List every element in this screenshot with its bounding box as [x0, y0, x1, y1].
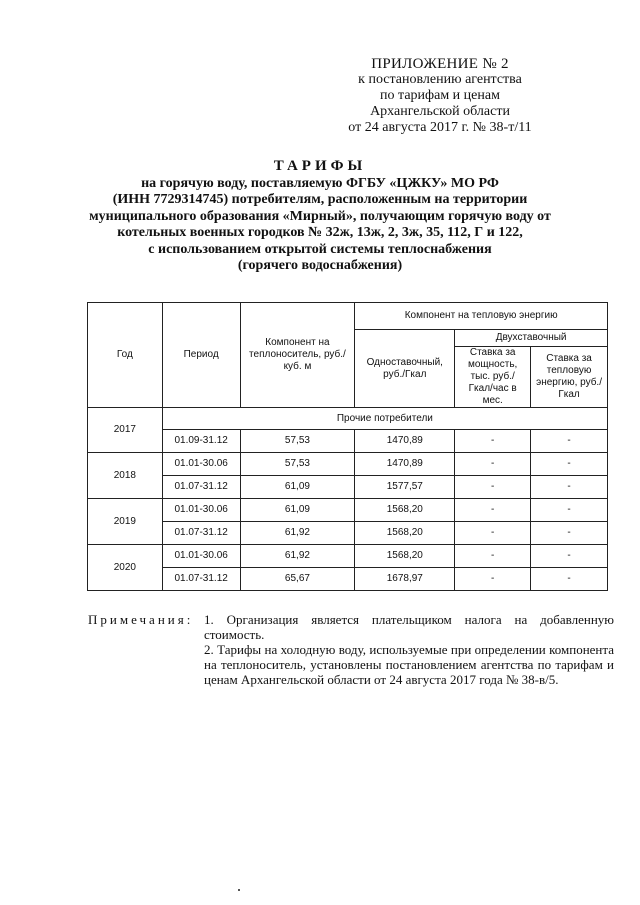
one-rate-cell: 1568,20: [355, 499, 455, 522]
header-two-rate: Двухставочный: [455, 330, 608, 347]
one-rate-cell: 1568,20: [355, 545, 455, 568]
table-row: [88, 476, 608, 499]
carrier-cell: 61,92: [240, 522, 355, 545]
one-rate-cell: 1470,89: [355, 453, 455, 476]
scan-mark: [238, 889, 240, 891]
carrier-cell: 61,92: [240, 545, 355, 568]
year-cell: 2017: [88, 408, 163, 453]
title-line: муниципального образования «Мирный», получающим горячую воду от: [89, 208, 551, 224]
appendix-line: к постановлению агентства: [358, 72, 522, 87]
header-one-rate: Одноставочный, руб./Гкал: [355, 330, 455, 408]
one-rate-cell: 1678,97: [355, 568, 455, 591]
energy-rate-cell: -: [531, 499, 608, 522]
carrier-cell: 61,09: [240, 476, 355, 499]
one-rate-cell: 1577,57: [355, 476, 455, 499]
header-energy-rate: Ставка за тепловую энергию, руб./Гкал: [531, 347, 608, 408]
title-heading: ТАРИФЫ: [273, 158, 367, 174]
table-row: [88, 545, 608, 568]
year-cell: 2018: [88, 453, 163, 499]
period-cell: 01.01-30.06: [162, 453, 240, 476]
capacity-rate-cell: -: [455, 568, 531, 591]
appendix-title: ПРИЛОЖЕНИЕ № 2: [371, 56, 509, 72]
tariff-table: [87, 302, 608, 591]
appendix-line: по тарифам и ценам: [380, 88, 500, 103]
energy-rate-cell: -: [531, 545, 608, 568]
note-item: 1. Организация является плательщиком налога на добавленную стоимость.: [204, 612, 614, 642]
document-title: [60, 158, 580, 275]
title-line: (горячего водоснабжения): [237, 258, 403, 273]
period-cell: 01.09-31.12: [162, 430, 240, 453]
period-cell: 01.07-31.12: [162, 568, 240, 591]
appendix-line: от 24 августа 2017 г. № 38-т/11: [348, 120, 532, 135]
table-row: [88, 499, 608, 522]
header-energy: Компонент на тепловую энергию: [355, 303, 608, 330]
table-row: [88, 408, 608, 430]
table-row: [88, 568, 608, 591]
carrier-cell: 65,67: [240, 568, 355, 591]
carrier-cell: 57,53: [240, 453, 355, 476]
energy-rate-cell: -: [531, 453, 608, 476]
carrier-cell: 57,53: [240, 430, 355, 453]
note-item: 2. Тарифы на холодную воду, используемые при определении компонента на теплоноситель, установлены постановлением агентства по тарифам и ценам Архангельской области от 24 августа 2017 года № 38-в/5.: [204, 642, 614, 687]
notes-label: Примечания:: [88, 612, 194, 627]
appendix-block: [330, 56, 550, 136]
period-cell: 01.01-30.06: [162, 545, 240, 568]
energy-rate-cell: -: [531, 476, 608, 499]
period-cell: 01.07-31.12: [162, 522, 240, 545]
appendix-line: Архангельской области: [370, 104, 510, 119]
capacity-rate-cell: -: [455, 545, 531, 568]
header-capacity-rate: Ставка за мощность, тыс. руб./ Гкал/час в мес.: [455, 347, 531, 408]
one-rate-cell: 1568,20: [355, 522, 455, 545]
table-body: [88, 408, 608, 591]
year-cell: 2020: [88, 545, 163, 591]
energy-rate-cell: -: [531, 430, 608, 453]
title-line: (ИНН 7729314745) потребителям, расположенным на территории: [112, 192, 528, 207]
capacity-rate-cell: -: [455, 522, 531, 545]
capacity-rate-cell: -: [455, 499, 531, 522]
energy-rate-cell: -: [531, 522, 608, 545]
title-line: котельных военных городков № 32ж, 13ж, 2, 3ж, 35, 112, Г и 122,: [117, 225, 523, 240]
header-carrier: Компонент на теплоноситель, руб./куб. м: [240, 303, 355, 408]
title-line: на горячую воду, поставляемую ФГБУ «ЦЖКУ» МО РФ: [141, 175, 499, 191]
carrier-cell: 61,09: [240, 499, 355, 522]
header-period: Период: [162, 303, 240, 408]
group-label-cell: Прочие потребители: [162, 408, 607, 430]
period-cell: 01.01-30.06: [162, 499, 240, 522]
table-row: [88, 522, 608, 545]
title-line: с использованием открытой системы теплоснабжения: [148, 241, 492, 257]
table-row: [88, 453, 608, 476]
header-year: Год: [88, 303, 163, 408]
capacity-rate-cell: -: [455, 430, 531, 453]
notes-list: [204, 612, 614, 687]
period-cell: 01.07-31.12: [162, 476, 240, 499]
one-rate-cell: 1470,89: [355, 430, 455, 453]
capacity-rate-cell: -: [455, 453, 531, 476]
energy-rate-cell: -: [531, 568, 608, 591]
capacity-rate-cell: -: [455, 476, 531, 499]
table-row: [88, 430, 608, 453]
year-cell: 2019: [88, 499, 163, 545]
